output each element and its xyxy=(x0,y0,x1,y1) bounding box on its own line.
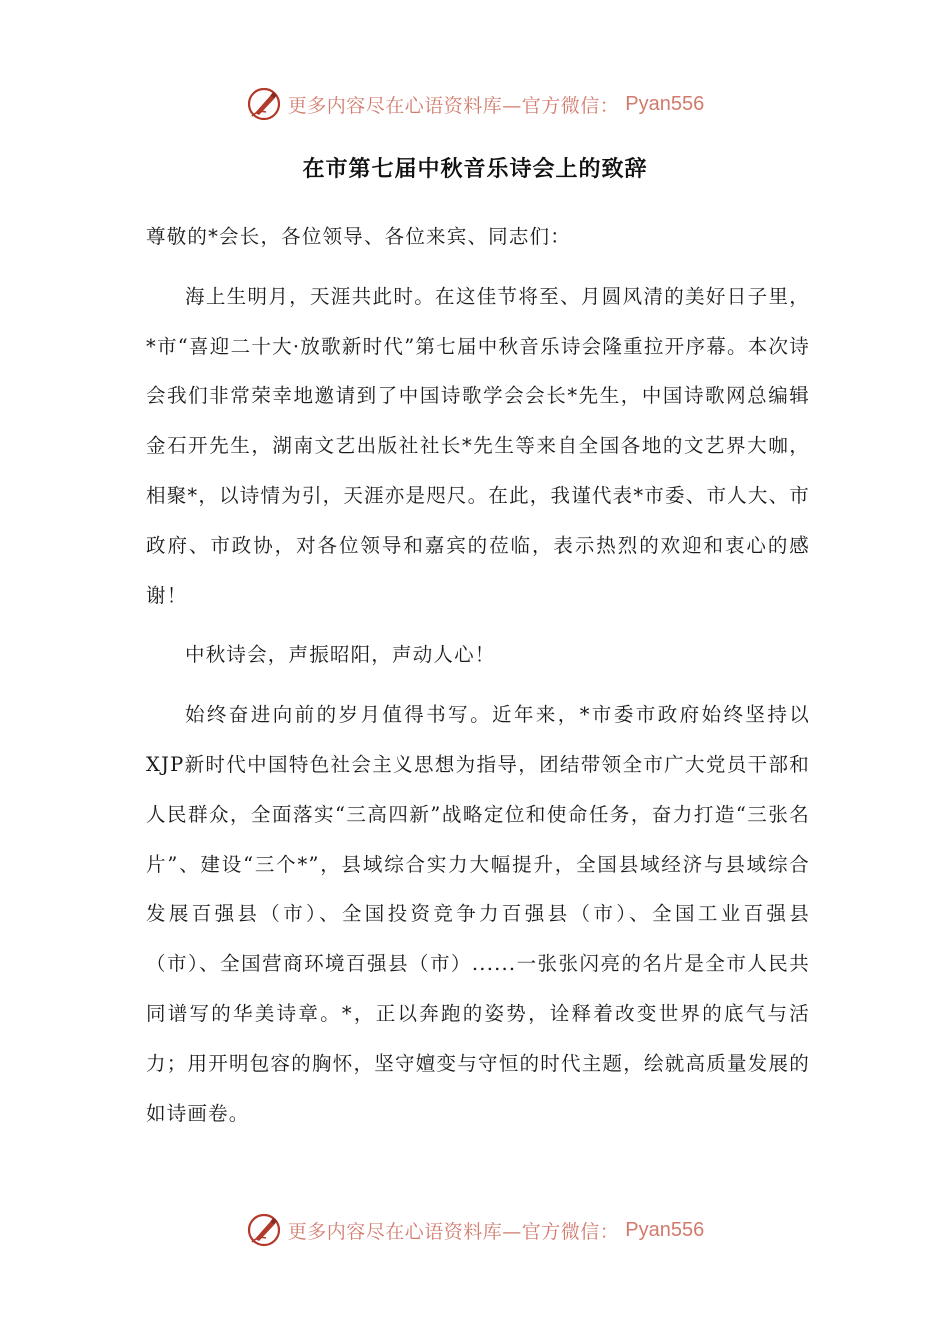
banner-text: 更多内容尽在心语资料库—官方微信： xyxy=(287,1220,620,1243)
pen-logo-icon xyxy=(246,1212,282,1248)
paragraph-2: 中秋诗会，声振昭阳，声动人心！ xyxy=(185,643,496,667)
footer-banner xyxy=(0,1210,950,1250)
pen-logo-icon xyxy=(246,86,282,122)
document-body xyxy=(146,212,810,1148)
paragraph-1: 海上生明月，天涯共此时。在这佳节将至、月圆风清的美好日子里，*市“喜迎二十大·放歌新时代”第七届中秋音乐诗会隆重拉开序幕。本次诗会我们非常荣幸地邀请到了中国诗歌学会会长*先生，中国诗歌网总编辑金石开先生，湖南文艺出版社社长*先生等来自全国各地的文艺界大咖，相聚*，以诗情为引，天涯亦是咫尺。在此，我谨代表*市委、市人大、市政府、市政协，对各位领导和嘉宾的莅临，表示热烈的欢迎和衷心的感谢！ xyxy=(146,284,810,607)
banner-text: 更多内容尽在心语资料库—官方微信： xyxy=(287,94,620,117)
header-banner xyxy=(0,84,950,124)
banner-wechat-id: Pyan556 xyxy=(625,1218,705,1241)
salutation: 尊敬的*会长，各位领导、各位来宾、同志们： xyxy=(146,225,571,248)
document-title: 在市第七届中秋音乐诗会上的致辞 xyxy=(302,156,648,182)
banner-wechat-id: Pyan556 xyxy=(625,92,705,115)
paragraph-3: 始终奋进向前的岁月值得书写。近年来，*市委市政府始终坚持以XJP新时代中国特色社会主义思想为指导，团结带领全市广大党员干部和人民群众，全面落实“三高四新”战略定位和使命任务，奋力打造“三张名片”、建设“三个*”，县域综合实力大幅提升，全国县域经济与县域综合发展百强县（市）、全国投资竞争力百强县（市）、全国工业百强县（市）、全国营商环境百强县（市）......一张张闪亮的名片是全市人民共同谱写的华美诗章。*，正以奔跑的姿势，诠释着改变世界的底气与活力；用开明包容的胸怀，坚守嬗变与守恒的时代主题，绘就高质量发展的如诗画卷。 xyxy=(146,703,810,1125)
